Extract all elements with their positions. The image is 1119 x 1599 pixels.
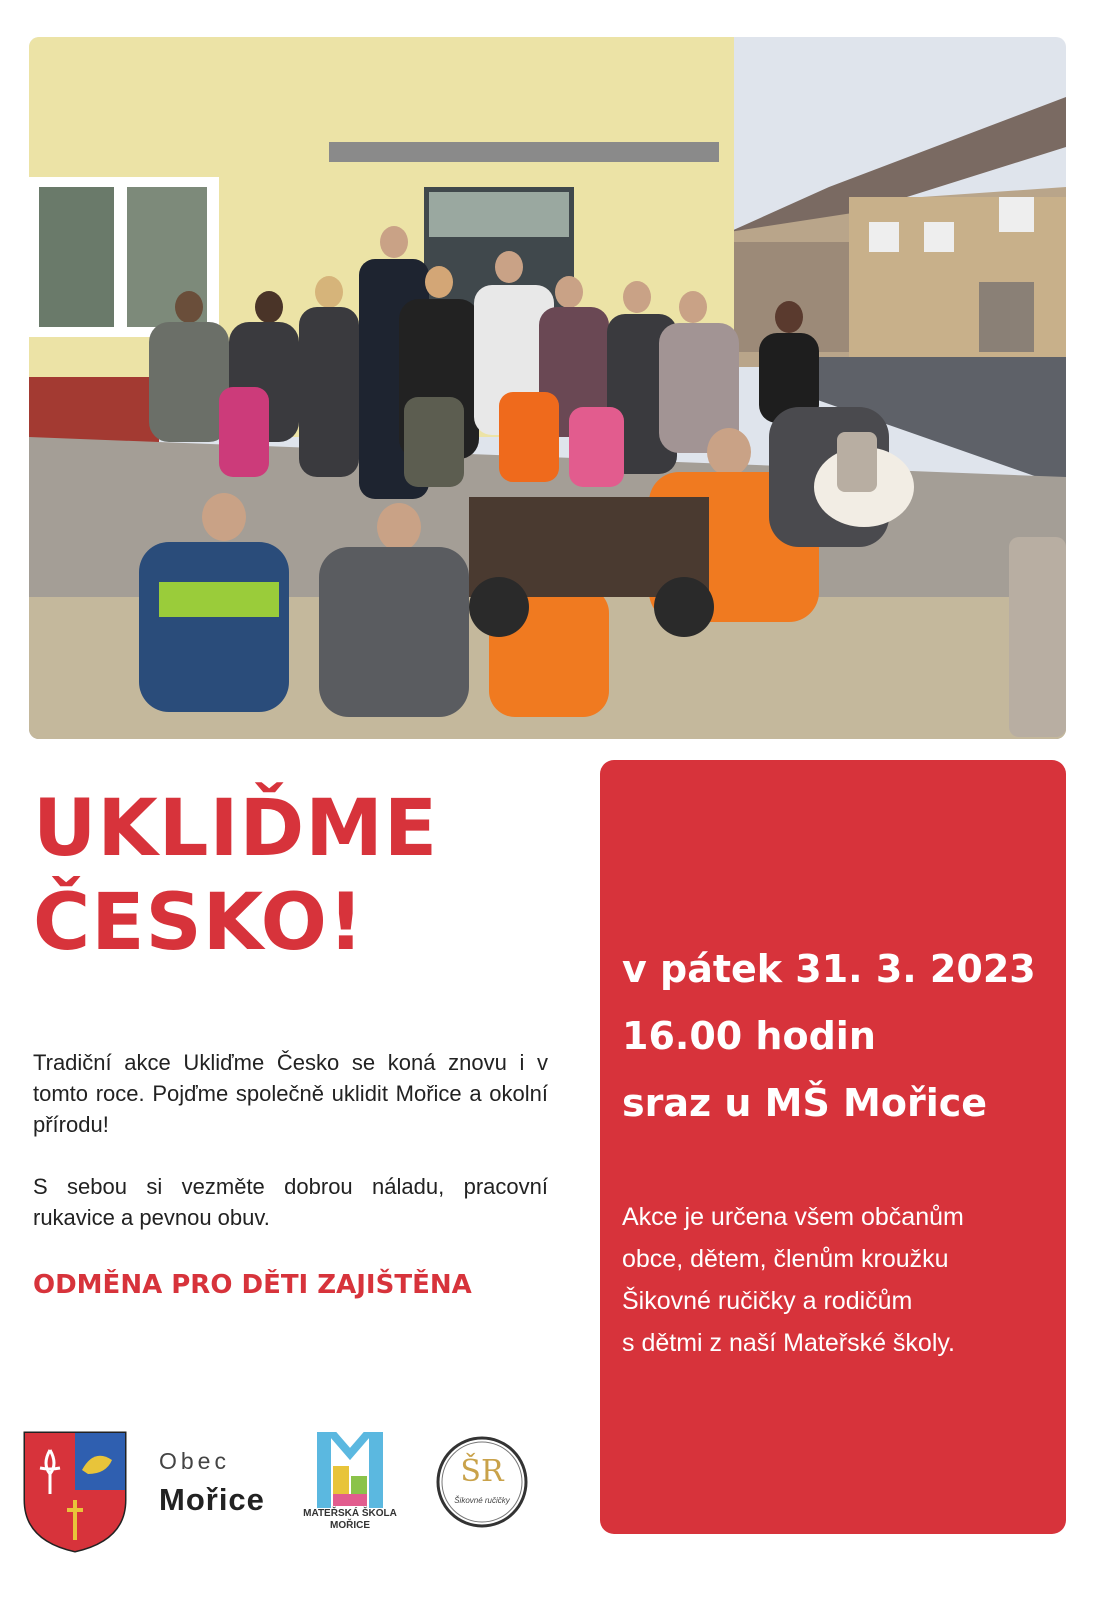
audience-line-2: obce, dětem, členům kroužku bbox=[622, 1245, 949, 1273]
sr-caption: Šikovné ručičky bbox=[454, 1496, 510, 1505]
intro-paragraph-1: Tradiční akce Ukliďme Česko se koná znovu i v tomto roce. Pojďme společně uklidit Mořice a okolní přírodu! bbox=[33, 1050, 548, 1137]
event-time: 16.00 hodin bbox=[622, 1014, 876, 1058]
audience-text bbox=[622, 1196, 1042, 1364]
reward-note: ODMĚNA PRO DĚTI ZAJIŠTĚNA bbox=[33, 1270, 472, 1300]
kindergarten-line-1: MATEŘSKÁ ŠKOLA bbox=[303, 1508, 397, 1519]
kindergarten-name bbox=[300, 1508, 400, 1532]
intro-paragraph-2: S sebou si vezměte dobrou náladu, pracovní rukavice a pevnou obuv. bbox=[33, 1174, 548, 1230]
event-place: sraz u MŠ Mořice bbox=[622, 1081, 988, 1125]
title-line-2: ČESKO! bbox=[33, 878, 365, 968]
intro-text bbox=[33, 1047, 548, 1264]
village-crest-icon bbox=[22, 1430, 128, 1554]
kindergarten-line-2: MOŘICE bbox=[330, 1520, 370, 1531]
logos-row bbox=[0, 1420, 600, 1570]
obec-label: Obec bbox=[159, 1448, 230, 1474]
audience-line-3: Šikovné ručičky a rodičům bbox=[622, 1287, 913, 1315]
title-line-1: UKLIĎME bbox=[33, 784, 439, 874]
audience-line-1: Akce je určena všem občanům bbox=[622, 1203, 964, 1231]
event-info-box bbox=[600, 760, 1066, 1534]
audience-line-4: s dětmi z naší Mateřské školy. bbox=[622, 1329, 955, 1357]
sr-initials: ŠR bbox=[460, 1454, 504, 1489]
kindergarten-logo-icon bbox=[317, 1432, 383, 1508]
event-details bbox=[622, 936, 1036, 1137]
event-date: v pátek 31. 3. 2023 bbox=[622, 947, 1036, 991]
sikovne-rucicky-logo bbox=[432, 1432, 532, 1532]
obec-name: Mořice bbox=[159, 1482, 265, 1517]
page-title bbox=[33, 782, 438, 970]
group-photo bbox=[29, 37, 1066, 739]
